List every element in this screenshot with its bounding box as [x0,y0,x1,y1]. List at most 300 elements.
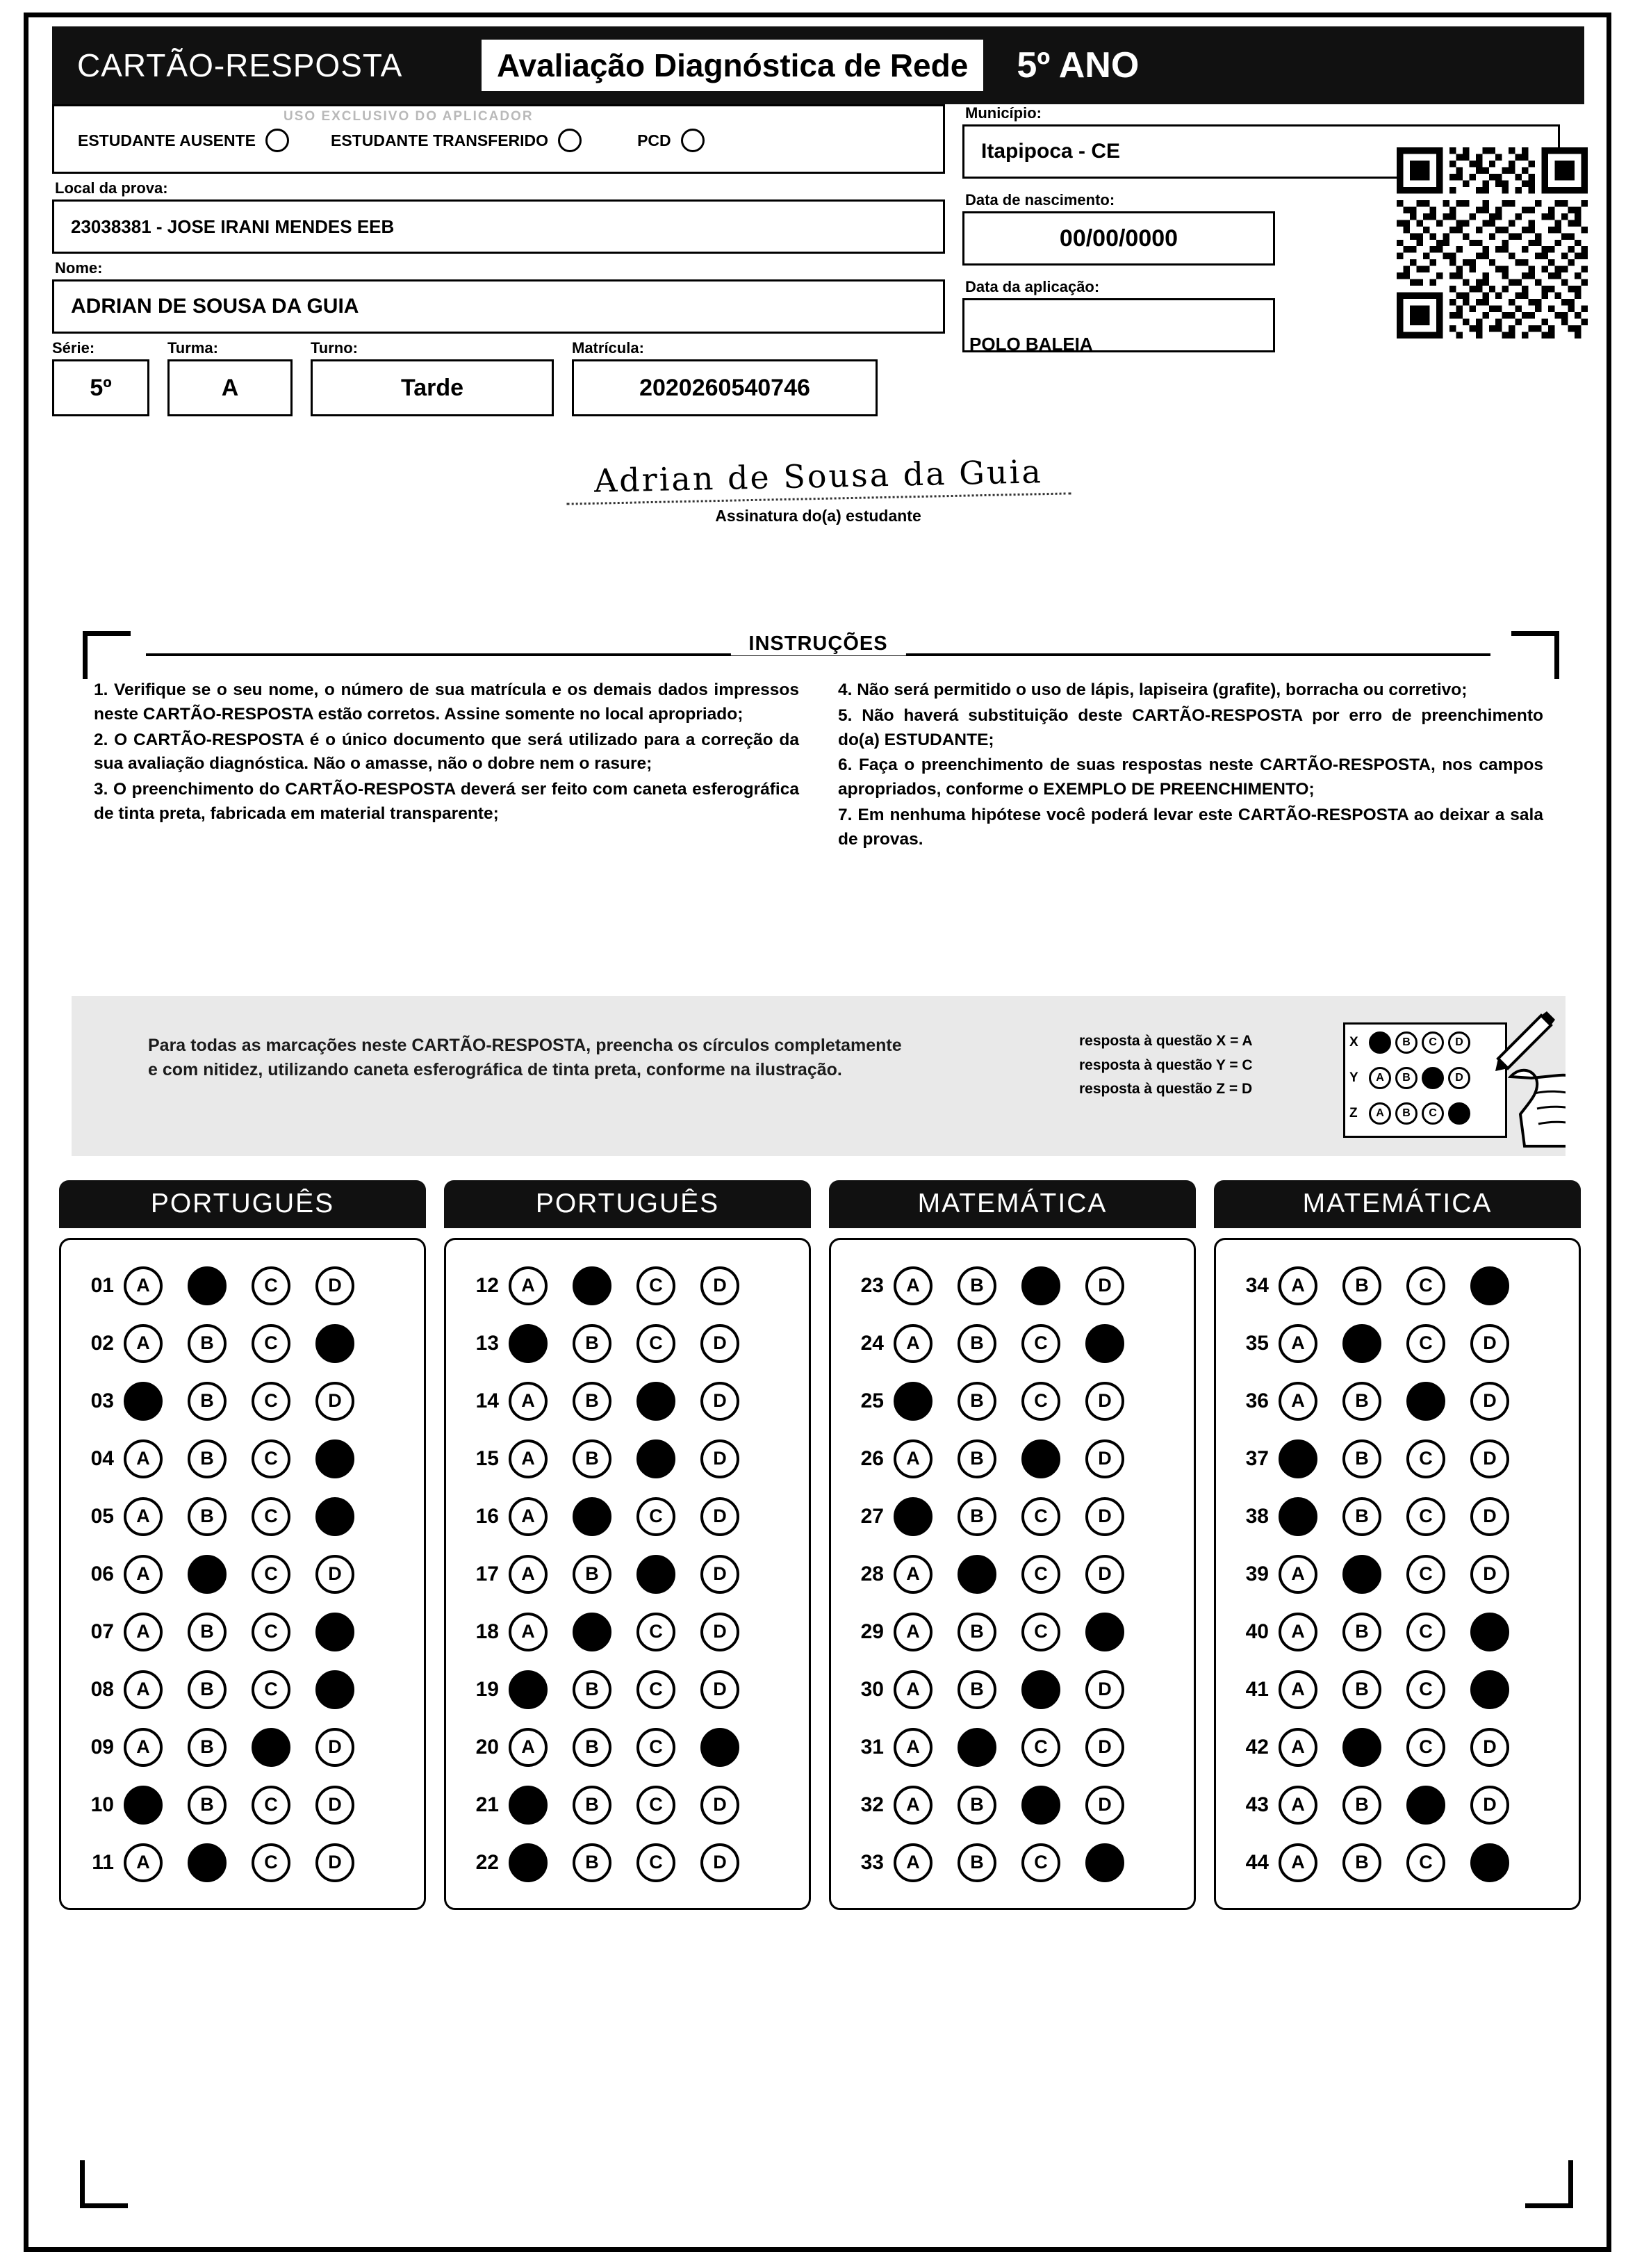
answer-bubble-b[interactable] [1342,1555,1381,1594]
answer-bubble-c[interactable]: C [1406,1670,1445,1709]
instruction-item: 3. O preenchimento do CARTÃO-RESPOSTA deverá ser feito com caneta esferográfica de tinta preta, fabricada em material transparente; [94,780,799,823]
answer-bubble-a[interactable]: A [894,1786,932,1825]
question-number: 17 [475,1562,499,1585]
answer-bubble-b[interactable]: B [573,1555,611,1594]
answer-bubble-a[interactable] [509,1786,548,1825]
question-number: 03 [90,1389,114,1412]
answer-bubble-d[interactable] [1085,1613,1124,1651]
question-number: 30 [860,1677,884,1701]
answer-bubble-b[interactable] [958,1555,996,1594]
question-row [1226,1545,1569,1603]
question-row [71,1314,414,1372]
question-number: 09 [90,1735,114,1759]
answer-bubble-d[interactable] [1470,1843,1509,1882]
header-grade: 5º ANO [1017,45,1140,85]
question-row [456,1776,799,1834]
example-bubble-a: A [1369,1031,1391,1054]
answer-bubble-a[interactable]: A [894,1613,932,1651]
answer-bubble-b[interactable] [573,1497,611,1536]
answer-bubble-c[interactable] [636,1555,675,1594]
answer-bubble-b[interactable] [573,1266,611,1305]
question-row [1226,1257,1569,1314]
answer-bubble-b[interactable] [573,1613,611,1651]
turma-label: Turma: [167,339,218,357]
answer-bubble-d[interactable] [1470,1613,1509,1651]
question-row [71,1603,414,1661]
example-bubble-c: C [1422,1067,1444,1089]
answer-bubble-a[interactable]: A [124,1843,163,1882]
question-number: 42 [1245,1735,1269,1759]
answer-bubble-d[interactable]: D [700,1843,739,1882]
local-value: 23038381 - JOSE IRANI MENDES EEB [52,199,945,254]
answer-bubble-b[interactable]: B [1342,1266,1381,1305]
example-bubble-grid [1343,1022,1507,1138]
filling-example-text: Para todas as marcações neste CARTÃO-RESPOSTA, preencha os círculos completamente e com nitidez, utilizando caneta esferográfica de tinta preta, conforme na ilustração. [148,1036,902,1079]
question-number: 06 [90,1562,114,1585]
answer-bubble-d[interactable] [315,1670,354,1709]
answer-bubble-c[interactable]: C [252,1382,290,1421]
local-label: Local da prova: [55,179,168,197]
answer-bubble-a[interactable]: A [894,1728,932,1767]
answer-bubble-b[interactable]: B [1342,1786,1381,1825]
filling-example-answers [1079,1029,1253,1102]
answer-bubble-d[interactable]: D [1085,1670,1124,1709]
answer-bubble-b[interactable]: B [1342,1439,1381,1478]
answer-bubble-c[interactable] [1021,1670,1060,1709]
question-number: 31 [860,1735,884,1759]
answer-bubble-a[interactable]: A [124,1728,163,1767]
answer-bubble-c[interactable]: C [1021,1497,1060,1536]
answer-bubble-b[interactable] [1342,1728,1381,1767]
question-row [456,1430,799,1487]
question-row [71,1372,414,1430]
answer-bubble-d[interactable]: D [1470,1786,1509,1825]
answer-bubble-b[interactable]: B [958,1324,996,1363]
serie-label: Série: [52,339,95,357]
instruction-item: 7. Em nenhuma hipótese você poderá levar este CARTÃO-RESPOSTA ao deixar a sala de provas. [838,805,1543,849]
answer-bubble-d[interactable]: D [700,1613,739,1651]
answer-bubble-a[interactable]: A [1279,1266,1317,1305]
nascimento-label: Data de nascimento: [965,191,1115,209]
answer-bubble-d[interactable] [315,1439,354,1478]
answer-bubble-d[interactable]: D [315,1555,354,1594]
question-row [1226,1834,1569,1891]
question-number: 29 [860,1620,884,1643]
answer-bubble-a[interactable]: A [894,1670,932,1709]
instruction-item: 6. Faça o preenchimento de suas respostas neste CARTÃO-RESPOSTA, nos campos apropriados, conforme o EXEMPLO DE PREENCHIMENTO; [838,756,1543,799]
absent-bubble[interactable] [265,129,289,152]
header-bar [52,26,1584,104]
answer-bubble-c[interactable] [1021,1266,1060,1305]
answer-bubble-b[interactable]: B [573,1843,611,1882]
question-number: 14 [475,1389,499,1412]
answer-bubble-b[interactable]: B [1342,1843,1381,1882]
answer-bubble-a[interactable]: A [1279,1670,1317,1709]
pcd-bubble[interactable] [681,129,705,152]
question-row [841,1314,1184,1372]
question-number: 28 [860,1562,884,1585]
answer-bubble-a[interactable] [124,1382,163,1421]
corner-mark-bottom-left [80,2160,128,2208]
question-row [1226,1718,1569,1776]
answer-bubble-c[interactable] [1406,1382,1445,1421]
question-row [1226,1487,1569,1545]
answer-bubble-b[interactable] [1342,1324,1381,1363]
answer-bubble-c[interactable]: C [1021,1728,1060,1767]
answer-bubble-b[interactable]: B [573,1382,611,1421]
answer-bubble-c[interactable]: C [252,1843,290,1882]
answer-bubble-b[interactable]: B [958,1786,996,1825]
answer-bubble-d[interactable] [1085,1324,1124,1363]
answer-bubble-c[interactable]: C [636,1613,675,1651]
answer-bubble-d[interactable]: D [1470,1497,1509,1536]
answer-bubble-a[interactable] [1279,1497,1317,1536]
answer-bubble-a[interactable]: A [1279,1613,1317,1651]
answer-bubble-c[interactable]: C [636,1266,675,1305]
question-row [1226,1430,1569,1487]
answer-bubble-c[interactable]: C [1406,1439,1445,1478]
answer-bubble-a[interactable]: A [124,1497,163,1536]
transferred-label: ESTUDANTE TRANSFERIDO [331,131,549,149]
answer-bubble-b[interactable]: B [958,1266,996,1305]
answer-bubble-b[interactable] [188,1843,227,1882]
question-number: 01 [90,1273,114,1297]
answer-bubble-d[interactable]: D [315,1382,354,1421]
answer-column [444,1180,811,1910]
answer-bubble-d[interactable]: D [1085,1786,1124,1825]
question-row [71,1257,414,1314]
answer-bubble-c[interactable]: C [252,1786,290,1825]
answer-bubble-b[interactable]: B [188,1613,227,1651]
answer-bubble-b[interactable]: B [188,1382,227,1421]
answer-bubble-d[interactable]: D [315,1786,354,1825]
answer-bubble-d[interactable]: D [700,1555,739,1594]
question-number: 23 [860,1273,884,1297]
answer-bubble-a[interactable]: A [509,1555,548,1594]
answer-bubble-b[interactable]: B [573,1786,611,1825]
answer-bubble-a[interactable] [124,1786,163,1825]
question-number: 25 [860,1389,884,1412]
answer-bubble-d[interactable]: D [1085,1382,1124,1421]
answer-column-subject: PORTUGUÊS [444,1180,811,1228]
answer-bubble-c[interactable]: C [636,1670,675,1709]
answer-bubble-a[interactable]: A [509,1728,548,1767]
answer-bubble-c[interactable]: C [1021,1555,1060,1594]
answer-bubble-c[interactable]: C [636,1728,675,1767]
answer-bubble-b[interactable]: B [573,1324,611,1363]
question-number: 15 [475,1446,499,1470]
answer-bubble-c[interactable]: C [252,1266,290,1305]
answer-bubble-c[interactable]: C [252,1555,290,1594]
pcd-label: PCD [637,131,671,149]
answer-bubble-b[interactable]: B [573,1728,611,1767]
answer-bubble-b[interactable]: B [188,1497,227,1536]
answer-bubble-d[interactable]: D [1470,1382,1509,1421]
answer-bubble-b[interactable]: B [958,1843,996,1882]
answer-bubble-a[interactable]: A [509,1613,548,1651]
identification-block [52,104,1584,438]
answer-bubble-c[interactable]: C [252,1324,290,1363]
matricula-label: Matrícula: [572,339,644,357]
answer-bubble-b[interactable]: B [958,1439,996,1478]
answer-column-subject: MATEMÁTICA [829,1180,1196,1228]
answer-column-body [59,1238,426,1910]
example-bubble-b: B [1395,1031,1418,1054]
answer-bubble-b[interactable]: B [188,1324,227,1363]
nome-label: Nome: [55,259,103,277]
question-number: 02 [90,1331,114,1355]
answer-bubble-c[interactable]: C [1406,1497,1445,1536]
answer-bubble-a[interactable]: A [1279,1728,1317,1767]
answer-bubble-d[interactable]: D [1470,1439,1509,1478]
answer-bubble-b[interactable]: B [188,1728,227,1767]
answer-bubble-c[interactable]: C [252,1497,290,1536]
answer-bubble-b[interactable]: B [958,1382,996,1421]
answer-bubble-c[interactable]: C [1021,1324,1060,1363]
question-row [1226,1603,1569,1661]
answer-bubble-b[interactable]: B [1342,1382,1381,1421]
answer-bubble-d[interactable]: D [700,1439,739,1478]
answer-bubble-d[interactable]: D [700,1324,739,1363]
answer-bubble-c[interactable]: C [636,1324,675,1363]
instruction-item: 2. O CARTÃO-RESPOSTA é o único documento que será utilizado para a correção da sua avaliação diagnóstica. Não o amasse, não o dobre nem o rasure; [94,730,799,774]
answer-bubble-a[interactable]: A [509,1439,548,1478]
question-row [1226,1372,1569,1430]
question-number: 37 [1245,1446,1269,1470]
example-row-label: Y [1349,1070,1358,1085]
answer-bubble-d[interactable]: D [700,1497,739,1536]
answer-column-body [1214,1238,1581,1910]
question-number: 21 [475,1793,499,1816]
answer-bubble-b[interactable]: B [1342,1497,1381,1536]
answer-bubble-d[interactable]: D [700,1670,739,1709]
question-number: 12 [475,1273,499,1297]
question-number: 44 [1245,1850,1269,1874]
question-row [456,1834,799,1891]
signature-area [52,452,1584,525]
answer-bubble-a[interactable]: A [124,1555,163,1594]
question-number: 36 [1245,1389,1269,1412]
nome-value: ADRIAN DE SOUSA DA GUIA [52,279,945,334]
answer-bubble-c[interactable] [252,1728,290,1767]
answer-columns [59,1180,1581,1910]
answer-bubble-d[interactable] [1470,1266,1509,1305]
answer-bubble-a[interactable] [894,1382,932,1421]
answer-bubble-d[interactable]: D [1470,1324,1509,1363]
question-number: 07 [90,1620,114,1643]
answer-bubble-d[interactable]: D [700,1786,739,1825]
answer-bubble-d[interactable] [700,1728,739,1767]
answer-bubble-c[interactable]: C [1021,1843,1060,1882]
answer-bubble-b[interactable] [188,1266,227,1305]
answer-bubble-c[interactable] [1406,1786,1445,1825]
answer-bubble-d[interactable]: D [1085,1266,1124,1305]
answer-bubble-c[interactable] [636,1382,675,1421]
answer-bubble-b[interactable]: B [573,1439,611,1478]
answer-column [59,1180,426,1910]
serie-value: 5º [52,359,149,416]
answer-bubble-a[interactable]: A [124,1613,163,1651]
municipio-label: Município: [965,104,1042,122]
example-answer-line: resposta à questão Y = C [1079,1057,1253,1073]
answer-bubble-b[interactable]: B [188,1439,227,1478]
answer-column-body [829,1238,1196,1910]
answer-bubble-d[interactable]: D [315,1843,354,1882]
instruction-item: 5. Não haverá substituição deste CARTÃO-RESPOSTA por erro de preenchimento do(a) ESTUDANTE; [838,705,1543,749]
answer-bubble-a[interactable]: A [509,1497,548,1536]
question-row [456,1603,799,1661]
answer-bubble-a[interactable]: A [1279,1324,1317,1363]
answer-bubble-b[interactable]: B [958,1670,996,1709]
question-row [456,1545,799,1603]
answer-bubble-a[interactable] [894,1497,932,1536]
question-number: 13 [475,1331,499,1355]
question-row [841,1372,1184,1430]
answer-bubble-d[interactable]: D [315,1266,354,1305]
question-row [71,1834,414,1891]
corner-mark-top-right [1511,631,1559,679]
applicator-use-band [52,104,945,174]
question-number: 41 [1245,1677,1269,1701]
question-row [71,1718,414,1776]
instructions-title: INSTRUÇÕES [730,633,905,655]
answer-bubble-d[interactable]: D [700,1266,739,1305]
question-number: 35 [1245,1331,1269,1355]
question-number: 18 [475,1620,499,1643]
answer-bubble-a[interactable]: A [894,1439,932,1478]
transferred-bubble[interactable] [558,129,582,152]
example-grid-row [1345,1025,1505,1060]
answer-bubble-c[interactable]: C [252,1613,290,1651]
question-number: 40 [1245,1620,1269,1643]
answer-bubble-a[interactable]: A [509,1266,548,1305]
answer-bubble-c[interactable]: C [1406,1324,1445,1363]
answer-bubble-b[interactable]: B [1342,1613,1381,1651]
instructions-column-right [838,678,1543,853]
answer-bubble-b[interactable] [958,1728,996,1767]
turno-value: Tarde [311,359,554,416]
example-bubble-c: C [1422,1031,1444,1054]
answer-bubble-a[interactable]: A [124,1324,163,1363]
answer-bubble-a[interactable]: A [124,1439,163,1478]
answer-bubble-d[interactable]: D [1085,1439,1124,1478]
question-number: 33 [860,1850,884,1874]
answer-bubble-a[interactable]: A [894,1555,932,1594]
answer-bubble-d[interactable] [315,1613,354,1651]
answer-bubble-c[interactable]: C [252,1439,290,1478]
answer-bubble-d[interactable]: D [1085,1728,1124,1767]
answer-bubble-c[interactable] [1021,1439,1060,1478]
question-row [456,1661,799,1718]
answer-bubble-d[interactable] [315,1497,354,1536]
question-number: 10 [90,1793,114,1816]
answer-bubble-c[interactable] [636,1439,675,1478]
answer-bubble-a[interactable] [509,1670,548,1709]
qr-code-icon [1397,147,1588,338]
answer-bubble-d[interactable] [1470,1670,1509,1709]
answer-bubble-a[interactable] [1279,1439,1317,1478]
answer-bubble-b[interactable]: B [573,1670,611,1709]
question-row [456,1487,799,1545]
answer-bubble-d[interactable] [1085,1843,1124,1882]
absent-label: ESTUDANTE AUSENTE [78,131,256,149]
answer-bubble-c[interactable]: C [1021,1382,1060,1421]
answer-bubble-b[interactable]: B [958,1497,996,1536]
answer-bubble-b[interactable] [188,1555,227,1594]
answer-bubble-b[interactable]: B [958,1613,996,1651]
answer-bubble-a[interactable]: A [894,1324,932,1363]
answer-bubble-c[interactable]: C [1406,1728,1445,1767]
answer-bubble-c[interactable]: C [636,1843,675,1882]
answer-bubble-a[interactable]: A [124,1266,163,1305]
example-bubble-a: A [1369,1067,1391,1089]
question-row [71,1545,414,1603]
answer-bubble-d[interactable]: D [1085,1497,1124,1536]
turno-label: Turno: [311,339,359,357]
example-answer-line: resposta à questão Z = D [1079,1081,1253,1098]
answer-bubble-c[interactable]: C [1406,1555,1445,1594]
answer-bubble-c[interactable]: C [1406,1843,1445,1882]
question-number: 11 [92,1850,114,1874]
answer-bubble-c[interactable]: C [1406,1266,1445,1305]
question-row [841,1545,1184,1603]
aplicacao-label: Data da aplicação: [965,278,1100,295]
answer-bubble-c[interactable]: C [252,1670,290,1709]
answer-bubble-a[interactable]: A [1279,1382,1317,1421]
answer-bubble-d[interactable]: D [700,1382,739,1421]
answer-bubble-c[interactable]: C [1406,1613,1445,1651]
answer-bubble-a[interactable]: A [1279,1843,1317,1882]
answer-bubble-b[interactable]: B [188,1786,227,1825]
answer-bubble-d[interactable]: D [1085,1555,1124,1594]
answer-bubble-c[interactable] [1021,1786,1060,1825]
question-row [456,1257,799,1314]
answer-bubble-d[interactable]: D [1470,1728,1509,1767]
question-row [456,1372,799,1430]
answer-bubble-a[interactable]: A [894,1266,932,1305]
question-number: 20 [475,1735,499,1759]
answer-bubble-c[interactable]: C [636,1786,675,1825]
student-signature: Adrian de Sousa da Guia [566,452,1071,505]
answer-bubble-a[interactable]: A [1279,1555,1317,1594]
answer-bubble-a[interactable]: A [509,1382,548,1421]
answer-bubble-a[interactable] [509,1843,548,1882]
question-number: 24 [860,1331,884,1355]
question-number: 34 [1245,1273,1269,1297]
answer-bubble-d[interactable]: D [315,1728,354,1767]
municipio-value: Itapipoca - CE [962,124,1560,179]
answer-bubble-c[interactable]: C [636,1497,675,1536]
answer-bubble-a[interactable] [509,1324,548,1363]
signature-caption: Assinatura do(a) estudante [715,507,921,525]
answer-bubble-a[interactable]: A [894,1843,932,1882]
example-row-label: Z [1349,1105,1358,1120]
example-answer-line: resposta à questão X = A [1079,1033,1253,1049]
answer-bubble-a[interactable]: A [1279,1786,1317,1825]
answer-bubble-b[interactable]: B [1342,1670,1381,1709]
answer-bubble-b[interactable]: B [188,1670,227,1709]
example-bubble-b: B [1395,1067,1418,1089]
question-number: 38 [1245,1504,1269,1528]
answer-bubble-c[interactable]: C [1021,1613,1060,1651]
answer-bubble-d[interactable]: D [1470,1555,1509,1594]
question-row [841,1834,1184,1891]
answer-column-subject: PORTUGUÊS [59,1180,426,1228]
answer-bubble-d[interactable] [315,1324,354,1363]
question-number: 08 [90,1677,114,1701]
header-left-title: CARTÃO-RESPOSTA [77,47,403,83]
answer-bubble-a[interactable]: A [124,1670,163,1709]
